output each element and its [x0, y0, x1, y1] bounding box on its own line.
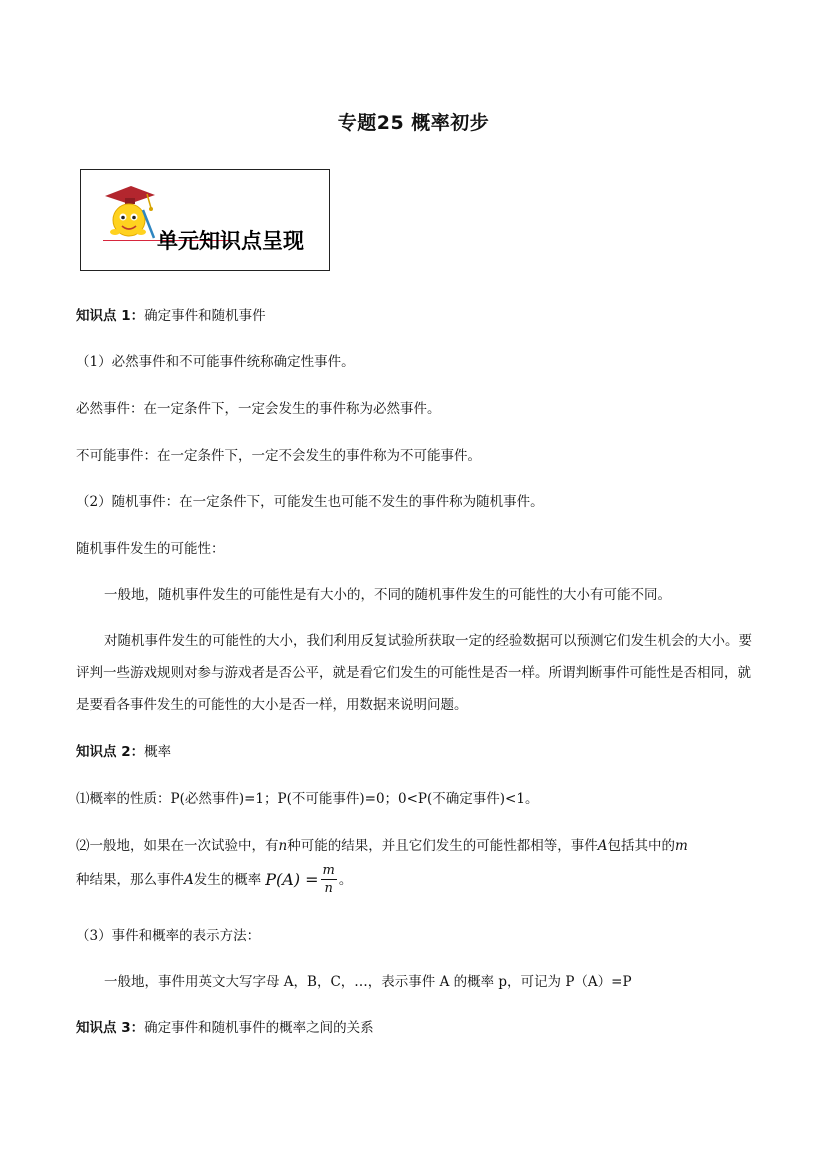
knowledge-point-2 [76, 742, 752, 762]
paragraph: （1）必然事件和不可能事件统称确定性事件。 [76, 354, 355, 370]
kp3-label: 知识点 3： [76, 1020, 145, 1036]
fraction-numerator: m [322, 863, 335, 878]
math-var: A [184, 871, 194, 888]
knowledge-point-1 [76, 306, 752, 326]
text-run: 。 [338, 871, 353, 888]
unit-banner [80, 169, 330, 271]
paragraph-probability-definition [76, 836, 752, 856]
paragraph: 随机事件发生的可能性： [76, 541, 225, 557]
paragraph: 一般地，随机事件发生的可能性是有大小的，不同的随机事件发生的可能性的大小有可能不同。 [104, 587, 671, 603]
paragraph: 对随机事件发生的可能性的大小，我们利用反复试验所获取一定的经验数据可以预测它们发生机会的大小。要评判一些游戏规则对参与游戏者是否公平，就是看它们发生的可能性是否一样。所谓判断事件可能性是否相同，就是要看各事件发生的可能性的大小是否一样，用数据来说明问题。 [76, 633, 752, 713]
text-run: 种可能的结果，并且它们发生的可能性都相等，事件 [287, 838, 598, 854]
text-run: ⑵一般地，如果在一次试验中，有 [76, 838, 279, 854]
unit-title: 单元知识点呈现 [157, 229, 304, 253]
formula-lhs: P(A) = [265, 869, 319, 889]
text-run: 种结果，那么事件 [76, 871, 184, 888]
text-run: 发生的概率 [193, 871, 262, 888]
paragraph: （3）事件和概率的表示方法： [76, 928, 261, 944]
kp2-text: 概率 [144, 744, 172, 760]
paragraph-probability-formula [76, 862, 752, 897]
paragraph: 一般地，事件用英文大写字母 A，B，C，…，表示事件 A 的概率 p，可记为 P（A）=P [104, 974, 632, 990]
kp1-label: 知识点 1： [76, 308, 145, 324]
fraction-denominator: n [324, 881, 333, 896]
paragraph: 必然事件：在一定条件下，一定会发生的事件称为必然事件。 [76, 401, 441, 417]
kp3-text: 确定事件和随机事件的概率之间的关系 [144, 1020, 374, 1036]
page-title: 专题25 概率初步 [337, 112, 490, 134]
math-var: A [597, 838, 608, 854]
kp1-text: 确定事件和随机事件 [144, 308, 266, 324]
math-var: m [674, 838, 688, 854]
knowledge-point-3 [76, 1018, 752, 1038]
text-run: 包括其中的 [607, 838, 675, 854]
paragraph: 不可能事件：在一定条件下，一定不会发生的事件称为不可能事件。 [76, 448, 481, 464]
paragraph: （2）随机事件：在一定条件下，可能发生也可能不发生的事件称为随机事件。 [76, 494, 544, 510]
kp2-label: 知识点 2： [76, 744, 145, 760]
fraction [321, 862, 337, 897]
math-var: n [278, 838, 288, 854]
mascot-icon [99, 180, 159, 252]
paragraph: ⑴概率的性质：P(必然事件)=1；P(不可能事件)=0；0<P(不确定事件)<1。 [76, 791, 539, 807]
